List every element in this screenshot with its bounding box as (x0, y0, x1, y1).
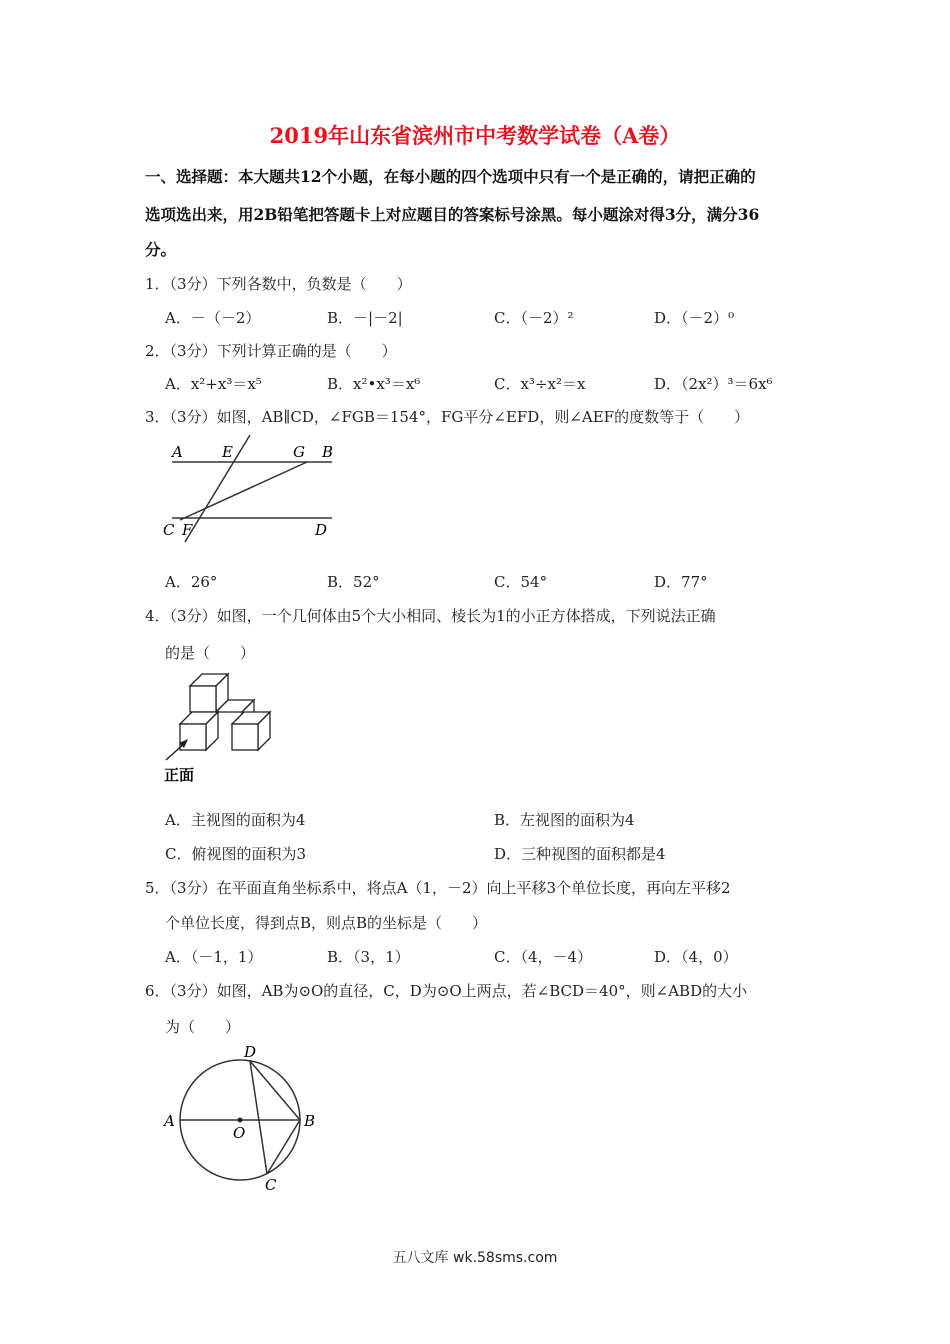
question-5-option-c: C．（4，－4） (494, 948, 593, 966)
label-f: F (182, 521, 193, 539)
label-c: C (163, 521, 175, 539)
question-1-option-d: D．（－2）⁰ (654, 309, 735, 327)
label-g: G (293, 443, 305, 461)
line-fg (180, 462, 307, 520)
question-6-stem-line-1: 6．（3分）如图，AB为⊙O的直径，C，D为⊙O上两点，若∠BCD＝40°，则∠ABD的大小 (145, 982, 748, 1000)
label-a: A (164, 1112, 175, 1130)
label-a: A (172, 443, 183, 461)
label-d: D (244, 1043, 257, 1061)
label-b: B (322, 443, 334, 461)
question-1-option-a: A．－（－2） (165, 309, 261, 327)
question-1-option-c: C．（－2）² (494, 309, 574, 327)
question-3-option-b: B．52° (327, 573, 380, 591)
question-4-option-d: D．三种视图的面积都是4 (494, 845, 666, 863)
cube-top-front (190, 686, 216, 712)
question-2-option-c: C．x³÷x²＝x (494, 375, 586, 393)
footer-watermark: 五八文库 wk.58sms.com (392, 1250, 558, 1266)
label-c: C (265, 1176, 277, 1194)
chord-cb (267, 1120, 300, 1174)
question-3-option-c: C．54° (494, 573, 548, 591)
label-b: B (304, 1112, 316, 1130)
label-d: D (315, 521, 328, 539)
question-4-option-b: B．左视图的面积为4 (494, 811, 635, 829)
question-4-stem-line-1: 4．（3分）如图，一个几何体由5个大小相同、棱长为1的小正方体搭成，下列说法正确 (145, 607, 716, 625)
question-3-option-d: D．77° (654, 573, 708, 591)
question-2-option-b: B．x²•x³＝x⁶ (327, 375, 421, 393)
label-o: O (233, 1124, 246, 1142)
question-1-stem: 1．（3分）下列各数中，负数是（ ） (145, 275, 412, 293)
question-4-option-a: A．主视图的面积为4 (165, 811, 306, 829)
front-view-label: 正面 (164, 766, 195, 784)
question-4-figure (160, 668, 280, 786)
question-3-figure (160, 432, 345, 547)
question-1-option-b: B．－|－2| (327, 309, 403, 327)
label-e: E (222, 443, 233, 461)
question-2-option-d: D．（2x²）³＝6x⁶ (654, 375, 773, 393)
line-ef (185, 435, 250, 542)
section-instructions-line-2: 选项选出来，用2B铅笔把答题卡上对应题目的答案标号涂黑。每小题涂对得3分，满分36 (145, 205, 760, 224)
question-3-stem: 3．（3分）如图，AB∥CD，∠FGB＝154°，FG平分∠EFD，则∠AEF的度数等于（ ） (145, 408, 750, 426)
question-4-stem-line-2: 的是（ ） (165, 644, 256, 662)
question-5-option-d: D．（4，0） (654, 948, 738, 966)
center-point (238, 1118, 243, 1123)
question-2-stem: 2．（3分）下列计算正确的是（ ） (145, 342, 397, 360)
question-5-option-b: B．（3，1） (327, 948, 410, 966)
question-2-option-a: A．x²+x³＝x⁵ (165, 375, 262, 393)
question-4-option-c: C．俯视图的面积为3 (165, 845, 307, 863)
section-instructions-line-1: 一、选择题：本大题共12个小题，在每小题的四个选项中只有一个是正确的，请把正确的 (145, 167, 756, 186)
question-5-option-a: A．（－1，1） (165, 948, 263, 966)
cube-front-right-front (232, 724, 258, 750)
page-title: 2019年山东省滨州市中考数学试卷（A卷） (269, 123, 681, 148)
question-5-stem-line-1: 5．（3分）在平面直角坐标系中，将点A（1，－2）向上平移3个单位长度，再向左平移2 (145, 879, 731, 897)
question-3-option-a: A．26° (165, 573, 218, 591)
section-instructions-line-3: 分。 (145, 240, 177, 259)
question-5-stem-line-2: 个单位长度，得到点B，则点B的坐标是（ ） (165, 914, 488, 932)
question-6-figure (160, 1040, 325, 1195)
question-6-stem-line-2: 为（ ） (165, 1018, 241, 1036)
